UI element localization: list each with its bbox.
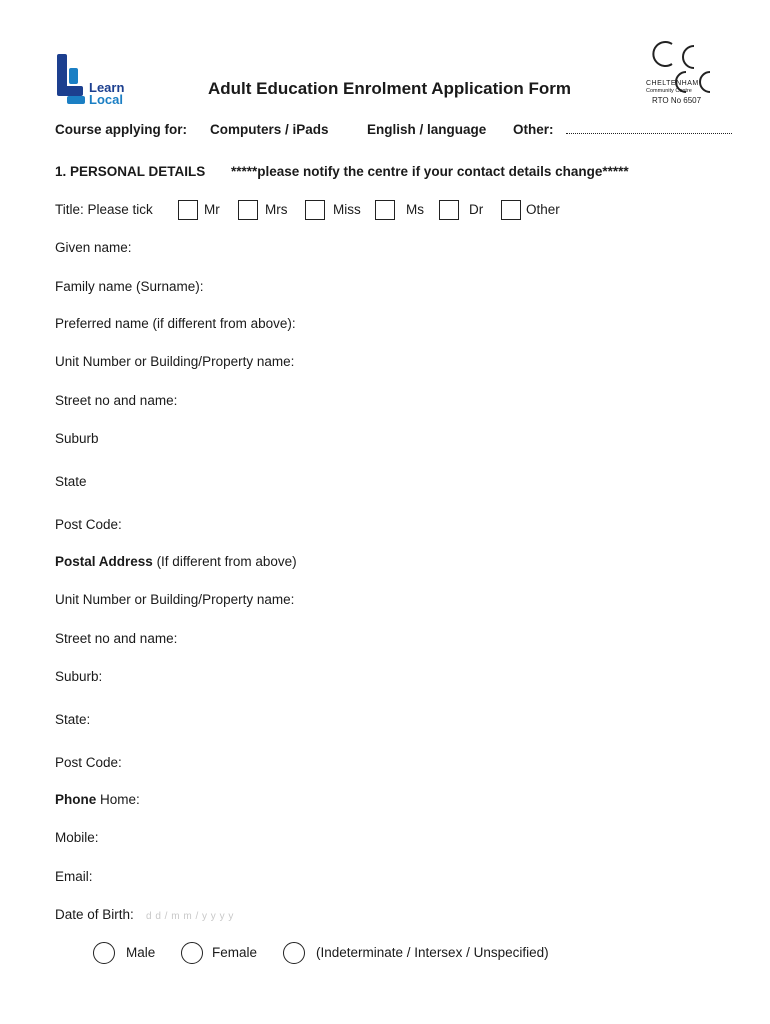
- gender-female-radio[interactable]: [181, 942, 203, 964]
- preferred-name-label: Preferred name (if different from above):: [55, 316, 296, 331]
- course-label: Course applying for:: [55, 122, 188, 137]
- mobile-label: Mobile:: [55, 830, 99, 845]
- unit-number-label: Unit Number or Building/Property name:: [55, 354, 295, 369]
- title-miss-checkbox[interactable]: [305, 200, 325, 220]
- section-heading-personal-details: 1. PERSONAL DETAILS: [55, 164, 206, 179]
- ccc-subtitle: Community Centre: [646, 88, 692, 94]
- contact-change-notice: *****please notify the centre if your contact details change*****: [231, 164, 629, 179]
- title-ms-label: Ms: [406, 202, 424, 217]
- postal-address-heading: [55, 554, 297, 569]
- title-label: Title: Please tick: [55, 202, 153, 217]
- title-other-checkbox[interactable]: [501, 200, 521, 220]
- state-label: State: [55, 474, 87, 489]
- postal-state-label: State:: [55, 712, 91, 727]
- gender-other-radio[interactable]: [283, 942, 305, 964]
- family-name-label: Family name (Surname):: [55, 279, 204, 294]
- title-mrs-label: Mrs: [265, 202, 288, 217]
- postcode-label: Post Code:: [55, 517, 122, 532]
- postal-unit-label: Unit Number or Building/Property name:: [55, 592, 295, 607]
- title-mr-checkbox[interactable]: [178, 200, 198, 220]
- title-other-label: Other: [526, 202, 560, 217]
- phone-heading: Phone: [55, 792, 97, 807]
- postal-postcode-label: Post Code:: [55, 755, 122, 770]
- postal-address-note: (If different from above): [156, 554, 297, 569]
- gender-female-label: Female: [212, 945, 258, 960]
- course-option-computers[interactable]: Computers / iPads: [210, 122, 329, 137]
- logo-text-learn: Learn: [89, 80, 125, 95]
- rto-number: RTO No 6507: [652, 96, 702, 105]
- postal-suburb-label: Suburb:: [55, 669, 103, 684]
- phone-home-label: Home:: [100, 792, 140, 807]
- logo-text-local: Local: [89, 92, 123, 107]
- email-label: Email:: [55, 869, 93, 884]
- title-dr-checkbox[interactable]: [439, 200, 459, 220]
- given-name-label: Given name:: [55, 240, 132, 255]
- gender-male-radio[interactable]: [93, 942, 115, 964]
- title-mr-label: Mr: [204, 202, 220, 217]
- dob-label: Date of Birth:: [55, 907, 134, 922]
- postal-address-title: Postal Address: [55, 554, 153, 569]
- title-mrs-checkbox[interactable]: [238, 200, 258, 220]
- course-other-label: Other:: [513, 122, 554, 137]
- ccc-name: CHELTENHAM: [646, 80, 699, 87]
- gender-other-label: (Indeterminate / Intersex / Unspecified): [316, 945, 549, 960]
- phone-home-row: [55, 792, 140, 807]
- suburb-label: Suburb: [55, 431, 99, 446]
- page-title: Adult Education Enrolment Application Form: [208, 79, 571, 98]
- course-other-field[interactable]: [566, 132, 732, 134]
- street-label: Street no and name:: [55, 393, 178, 408]
- gender-male-label: Male: [126, 945, 156, 960]
- title-dr-label: Dr: [469, 202, 484, 217]
- title-ms-checkbox[interactable]: [375, 200, 395, 220]
- postal-street-label: Street no and name:: [55, 631, 178, 646]
- title-miss-label: Miss: [333, 202, 361, 217]
- course-option-english[interactable]: English / language: [367, 122, 487, 137]
- dob-input[interactable]: d d / m m / y y y y: [146, 911, 234, 922]
- learn-local-logo: [55, 52, 139, 106]
